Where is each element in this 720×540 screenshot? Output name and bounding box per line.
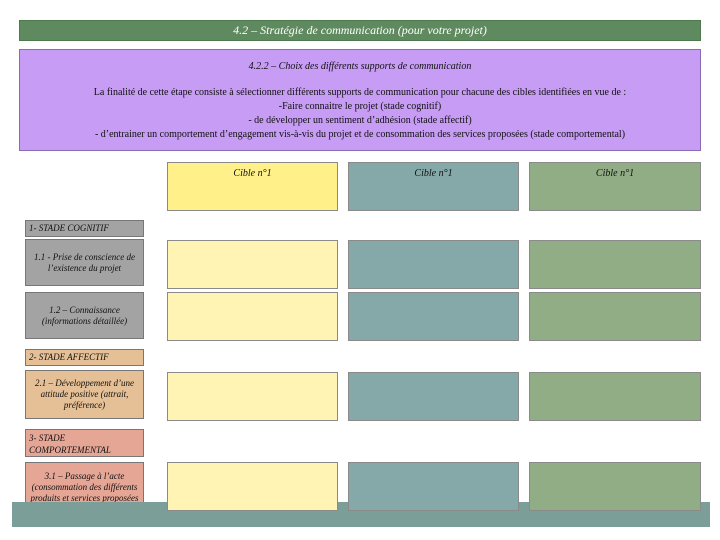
row-label-text: 3.1 – Passage à l’acte (consommation des différents produits et services proposées (30, 470, 139, 503)
cell-3-1-col3 (529, 462, 701, 511)
stage-label-affectif (25, 349, 144, 366)
cell-1-1-col1 (167, 240, 338, 289)
row-label-text: 2.1 – Développement d’une attitude positive (attrait, préférence) (35, 378, 134, 410)
section-title: 4.2 – Stratégie de communication (pour votre projet) (233, 23, 487, 37)
row-label-2-1 (25, 370, 144, 419)
row-label-1-1 (25, 239, 144, 286)
stage-label-comportemental (25, 429, 144, 457)
cell-1-1-col2 (348, 240, 519, 289)
intro-line: La finalité de cette étape consiste à sélectionner différents supports de communication pour chacune des cibles identifiées en vue de : (93, 87, 627, 98)
stage-label-text: 3- STADE COMPORTEMENTAL (29, 433, 111, 455)
cell-2-1-col1 (167, 372, 338, 421)
cell-3-1-col2 (348, 462, 519, 511)
intro-line: -Faire connaitre le projet (stade cognitif) (278, 101, 442, 112)
intro-paragraph (20, 86, 700, 142)
cell-1-2-col3 (529, 292, 701, 341)
cell-1-1-col3 (529, 240, 701, 289)
row-label-text: 1.1 - Prise de conscience de l’existence du projet (34, 251, 135, 273)
stage-label-text: 1- STADE COGNITIF (29, 223, 109, 233)
column-header-label: Cible n°1 (595, 168, 635, 179)
column-header-2 (348, 162, 519, 211)
column-header-label: Cible n°1 (414, 168, 453, 179)
stage-label-cognitif (25, 220, 144, 237)
cell-3-1-col1 (167, 462, 338, 511)
column-header-3 (529, 162, 701, 211)
cell-2-1-col3 (529, 372, 701, 421)
intro-line: - de développer un sentiment d’adhésion (stade affectif) (248, 115, 472, 126)
stage-label-text: 2- STADE AFFECTIF (29, 352, 109, 362)
intro-box (19, 49, 701, 151)
intro-subtitle: 4.2.2 – Choix des différents supports de communication (248, 61, 472, 72)
cell-2-1-col2 (348, 372, 519, 421)
column-header-label: Cible n°1 (233, 168, 272, 179)
column-header-1 (167, 162, 338, 211)
cell-1-2-col1 (167, 292, 338, 341)
cell-1-2-col2 (348, 292, 519, 341)
section-title-bar (19, 20, 701, 41)
intro-line: - d’entrainer un comportement d’engagement vis-à-vis du projet et de consommation des services proposées (stade comportemental) (94, 129, 626, 140)
row-label-1-2 (25, 292, 144, 339)
row-label-text: 1.2 – Connaissance (informations détaillée) (41, 304, 128, 326)
